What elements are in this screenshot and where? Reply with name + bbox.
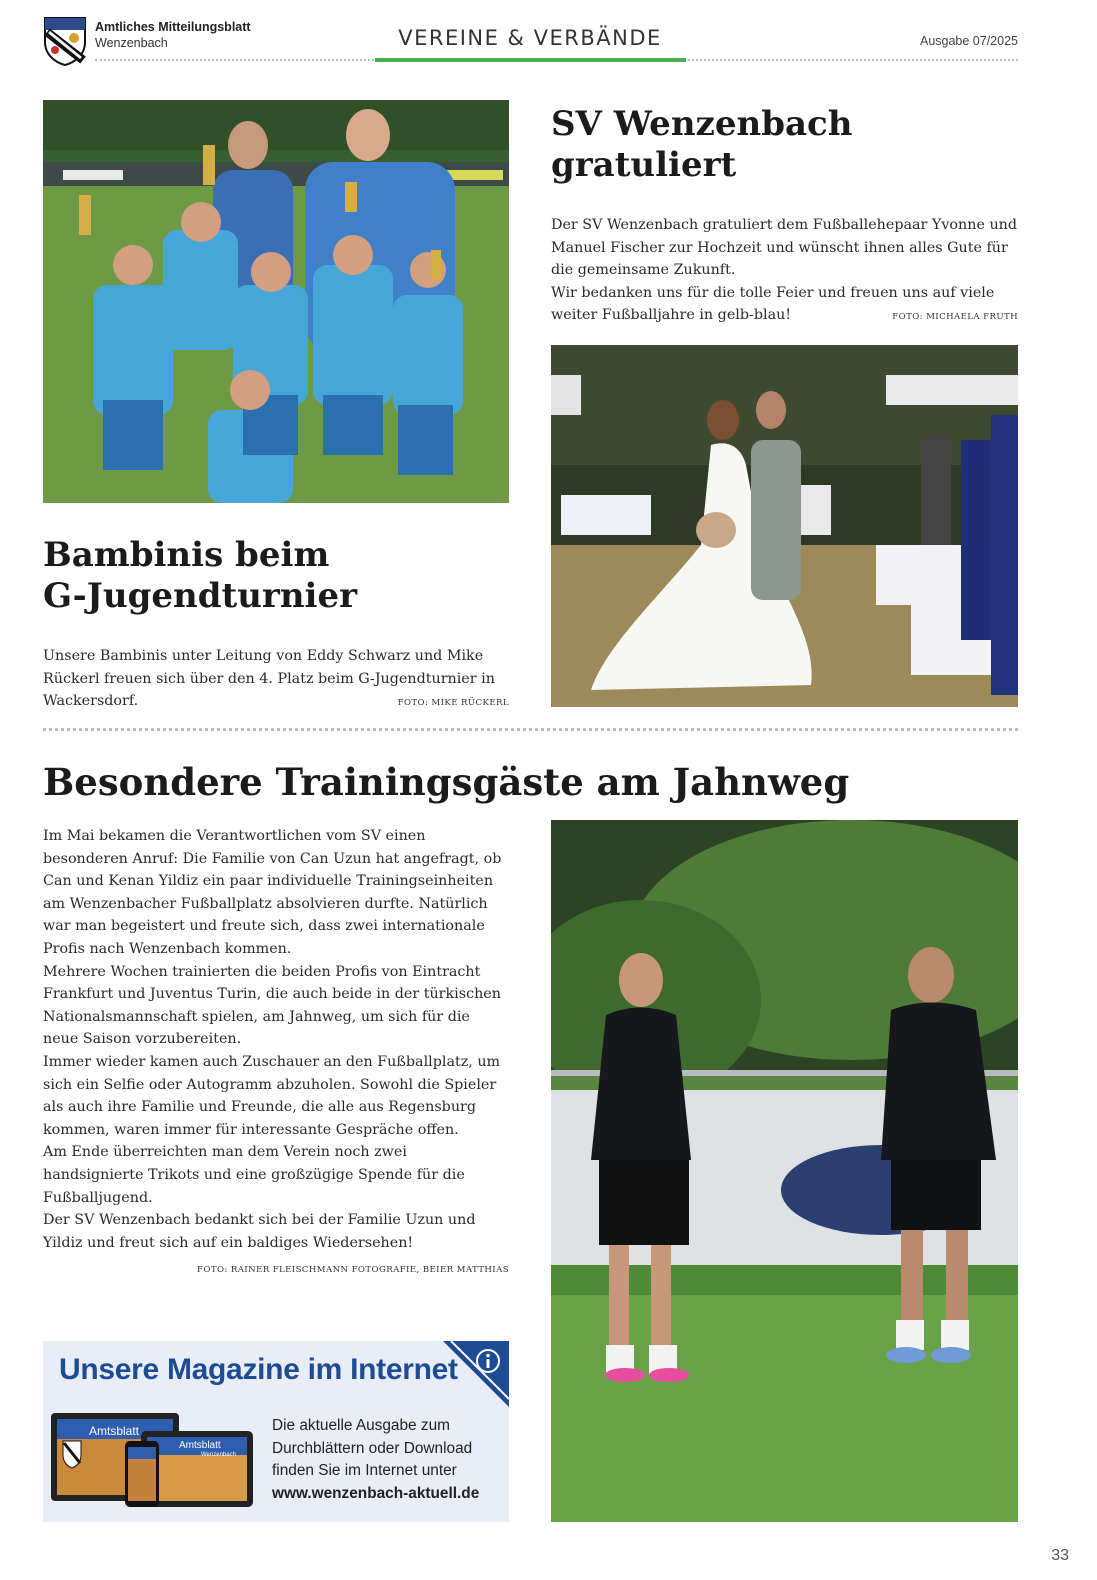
ad-line2: Durchblättern oder Download	[272, 1439, 473, 1457]
bambini-photo-credit: FOTO: MIKE RÜCKERL	[397, 698, 509, 708]
ad-line1: Die aktuelle Ausgabe zum	[272, 1417, 450, 1434]
device-label: Amtsblatt	[89, 1424, 140, 1438]
publication-title: Amtliches Mitteilungsblatt	[95, 20, 251, 34]
issue-label: Ausgabe 07/2025	[919, 34, 1018, 48]
device-label-tablet: Amtsblatt	[179, 1440, 221, 1451]
page-number: 33	[1051, 1547, 1069, 1564]
coat-of-arms-icon	[43, 16, 87, 66]
ad-line3: finden Sie im Internet unter	[272, 1462, 457, 1480]
bambini-headline-line1: Bambinis beim	[43, 535, 330, 575]
training-body-p1: Im Mai bekamen die Verantwortlichen vom SV einen besonderen Anruf: Die Familie von Can Uzun hat angefragt, ob Can und Kenan Yildiz ein paar individuelle Trainingseinheiten am Wenzenbacher Fußballplatz absolvieren durfte. Natürlich war man begeistert und freute sich, dass zwei internationale Profis nach Wenzenbach kommen.	[43, 828, 502, 957]
training-photo-credit: FOTO: RAINER FLEISCHMANN FOTOGRAFIE, BEIER MATTHIAS	[197, 1265, 509, 1275]
training-body-p5: Der SV Wenzenbach bedankt sich bei der Familie Uzun und Yildiz und freut sich auf ein baldiges Wiedersehen!	[43, 1212, 476, 1251]
wedding-body	[551, 214, 1018, 327]
bambini-headline-line2: G-Jugendturnier	[43, 575, 358, 616]
page-header	[43, 14, 1018, 66]
online-magazine-ad[interactable]	[43, 1341, 509, 1522]
header-accent-bar	[375, 58, 686, 62]
bambini-headline	[43, 535, 357, 617]
bambini-body: Unsere Bambinis unter Leitung von Eddy Schwarz und Mike Rückerl freuen sich über den 4. Platz beim G-Jugendturnier in Wackersdorf.	[43, 648, 495, 710]
device-sub-label: Wenzenbach	[201, 1452, 236, 1458]
ad-title: Unsere Magazine im Internet	[59, 1353, 458, 1386]
publication-place: Wenzenbach	[95, 36, 168, 50]
info-icon	[443, 1341, 509, 1407]
section-title: VEREINE & VERBÄNDE	[398, 26, 662, 50]
training-photo	[551, 820, 1018, 1522]
training-body-p2: Mehrere Wochen trainierten die beiden Profis von Eintracht Frankfurt und Juventus Turin, die auch beide in der türkischen Nationalsmannschaft spielen, am Jahnweg, um sich für die neue Saison vorzubereiten.	[43, 963, 501, 1048]
wedding-photo-credit: FOTO: MICHAELA FRUTH	[892, 312, 1018, 322]
devices-illustration	[51, 1411, 256, 1509]
section-divider	[43, 728, 1018, 731]
ad-url-link[interactable]: www.wenzenbach-aktuell.de	[272, 1484, 480, 1502]
training-body-p4: Am Ende überreichten man dem Verein noch zwei handsignierte Trikots und eine großzügige Spende für die Fußballjugend.	[43, 1144, 465, 1206]
wedding-body-p1: Der SV Wenzenbach gratuliert dem Fußballehepaar Yvonne und Manuel Fischer zur Hochzeit und wünscht ihnen alles Gute für die gemeinsame Zukunft.	[551, 217, 1018, 279]
training-headline: Besondere Trainingsgäste am Jahnweg	[43, 760, 850, 804]
wedding-body-p2: Wir bedanken uns für die tolle Feier und freuen uns auf viele weiter Fußballjahre in gelb-blau!	[551, 284, 995, 324]
training-body	[43, 825, 509, 1254]
wedding-headline-line2: gratuliert	[551, 144, 737, 185]
wedding-headline	[551, 104, 852, 186]
ad-description	[272, 1415, 479, 1505]
wedding-headline-line1: SV Wenzenbach	[551, 104, 853, 144]
bambini-team-photo	[43, 100, 509, 503]
wedding-photo	[551, 345, 1018, 707]
training-body-p3: Immer wieder kamen auch Zuschauer an den Fußballplatz, um sich ein Selfie oder Autogramm abzuholen. Sowohl die Spieler als auch ihre Familie und Freunde, die alle aus Regensburg kommen, waren immer für interessante Gespräche offen.	[43, 1053, 501, 1138]
